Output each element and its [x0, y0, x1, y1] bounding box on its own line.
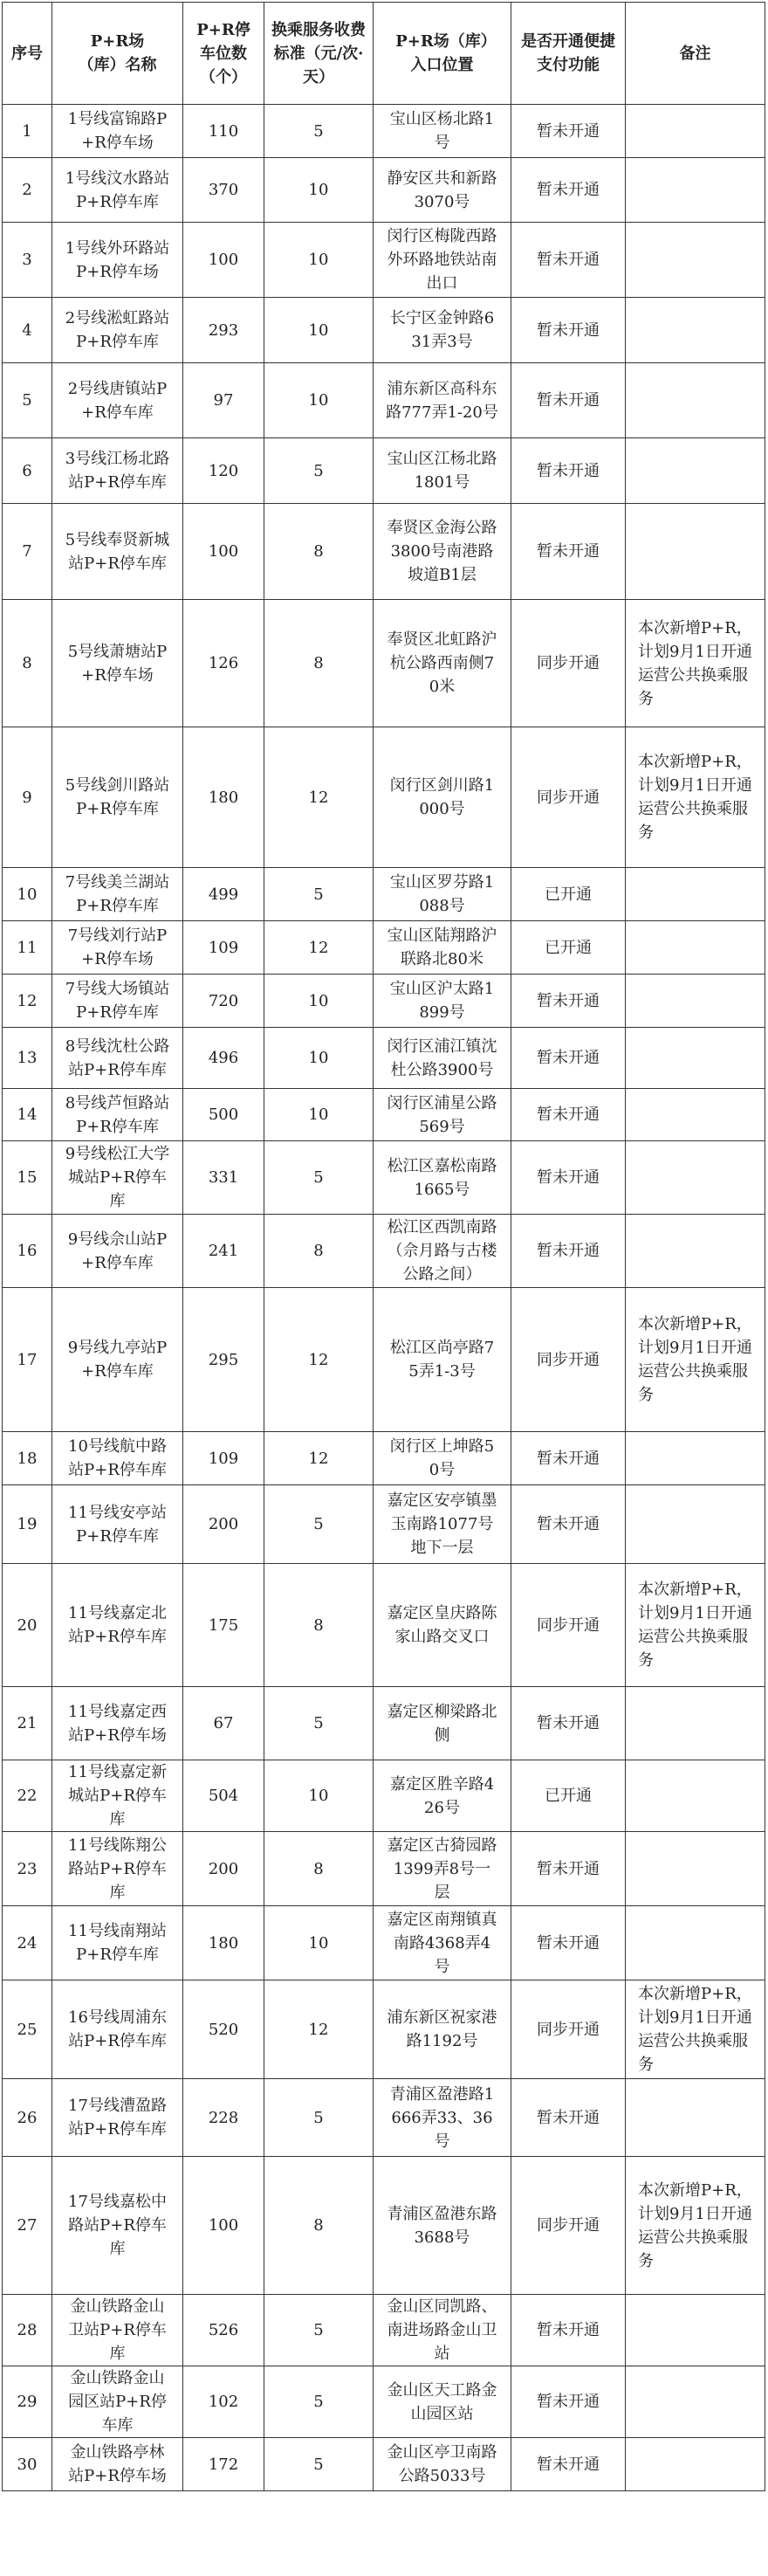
cell-location: 嘉定区皇庆路陈家山路交叉口 [374, 1564, 511, 1687]
cell-payment: 暂未开通 [511, 1687, 626, 1760]
cell-location: 嘉定区柳梁路北侧 [374, 1687, 511, 1760]
cell-location: 嘉定区古猗园路1399弄8号一层 [374, 1832, 511, 1906]
cell-note [626, 975, 765, 1028]
cell-note [626, 1832, 765, 1906]
cell-location: 青浦区盈港东路3688号 [374, 2157, 511, 2295]
cell-no: 10 [3, 868, 52, 921]
cell-payment: 同步开通 [511, 2157, 626, 2295]
cell-payment: 暂未开通 [511, 504, 626, 600]
cell-fee: 5 [264, 2295, 374, 2366]
table-row [3, 2438, 765, 2491]
cell-name: 1号线外环路站P+R停车场 [52, 223, 183, 298]
cell-no: 8 [3, 600, 52, 727]
cell-name: 2号线唐镇站P+R停车库 [52, 363, 183, 438]
table-row [3, 2366, 765, 2438]
cell-no: 24 [3, 1906, 52, 1980]
cell-payment: 暂未开通 [511, 1215, 626, 1288]
cell-name: 17号线嘉松中路站P+R停车库 [52, 2157, 183, 2295]
cell-no: 16 [3, 1215, 52, 1288]
cell-name: 金山铁路金山园区站P+R停车库 [52, 2366, 183, 2438]
cell-spaces: 180 [183, 727, 264, 868]
cell-spaces: 100 [183, 504, 264, 600]
cell-fee: 8 [264, 1564, 374, 1687]
cell-fee: 10 [264, 1760, 374, 1832]
cell-name: 11号线安亭站P+R停车库 [52, 1485, 183, 1564]
cell-no: 2 [3, 158, 52, 223]
cell-note [626, 1760, 765, 1832]
cell-spaces: 180 [183, 1906, 264, 1980]
cell-spaces: 109 [183, 921, 264, 975]
cell-name: 11号线嘉定新城站P+R停车库 [52, 1760, 183, 1832]
table-row [3, 1687, 765, 1760]
cell-payment: 暂未开通 [511, 2438, 626, 2491]
cell-payment: 暂未开通 [511, 2079, 626, 2157]
cell-note [626, 363, 765, 438]
table-row [3, 223, 765, 298]
cell-payment: 同步开通 [511, 600, 626, 727]
cell-name: 16号线周浦东站P+R停车库 [52, 1980, 183, 2079]
cell-payment: 同步开通 [511, 1980, 626, 2079]
table-row [3, 1215, 765, 1288]
cell-name: 5号线剑川路站P+R停车库 [52, 727, 183, 868]
cell-note [626, 158, 765, 223]
cell-location: 宝山区杨北路1号 [374, 105, 511, 158]
cell-no: 14 [3, 1089, 52, 1141]
cell-payment: 暂未开通 [511, 363, 626, 438]
table-row [3, 727, 765, 868]
cell-location: 闵行区上坤路50号 [374, 1432, 511, 1485]
cell-note [626, 105, 765, 158]
cell-payment: 暂未开通 [511, 975, 626, 1028]
cell-note: 本次新增P+R，计划9月1日开通运营公共换乘服务 [626, 1980, 765, 2079]
cell-name: 11号线陈翔公路站P+R停车库 [52, 1832, 183, 1906]
cell-note [626, 1485, 765, 1564]
cell-no: 22 [3, 1760, 52, 1832]
cell-note [626, 223, 765, 298]
cell-name: 8号线芦恒路站P+R停车库 [52, 1089, 183, 1141]
cell-spaces: 126 [183, 600, 264, 727]
cell-payment: 已开通 [511, 1760, 626, 1832]
table-row [3, 438, 765, 504]
table-wrapper [2, 2, 765, 2491]
cell-name: 17号线漕盈路站P+R停车库 [52, 2079, 183, 2157]
table-row [3, 1141, 765, 1215]
cell-no: 3 [3, 223, 52, 298]
table-row [3, 1089, 765, 1141]
header-spaces: P+R停车位数（个） [183, 3, 264, 105]
cell-fee: 5 [264, 868, 374, 921]
cell-name: 9号线九亭站P+R停车库 [52, 1288, 183, 1432]
cell-fee: 10 [264, 363, 374, 438]
cell-spaces: 241 [183, 1215, 264, 1288]
table-row [3, 504, 765, 600]
cell-location: 宝山区沪太路1899号 [374, 975, 511, 1028]
table-row [3, 105, 765, 158]
cell-note: 本次新增P+R，计划9月1日开通运营公共换乘服务 [626, 727, 765, 868]
cell-spaces: 228 [183, 2079, 264, 2157]
cell-note [626, 2438, 765, 2491]
cell-name: 11号线南翔站P+R停车库 [52, 1906, 183, 1980]
cell-no: 27 [3, 2157, 52, 2295]
table-row [3, 1980, 765, 2079]
header-no: 序号 [3, 3, 52, 105]
cell-note [626, 2079, 765, 2157]
cell-location: 嘉定区胜辛路426号 [374, 1760, 511, 1832]
cell-note [626, 868, 765, 921]
cell-payment: 暂未开通 [511, 1089, 626, 1141]
table-header [3, 3, 765, 105]
cell-payment: 暂未开通 [511, 105, 626, 158]
cell-spaces: 175 [183, 1564, 264, 1687]
cell-fee: 5 [264, 2438, 374, 2491]
table-row [3, 600, 765, 727]
cell-payment: 暂未开通 [511, 1141, 626, 1215]
cell-spaces: 370 [183, 158, 264, 223]
cell-payment: 暂未开通 [511, 2366, 626, 2438]
cell-payment: 暂未开通 [511, 298, 626, 363]
cell-spaces: 295 [183, 1288, 264, 1432]
cell-name: 11号线嘉定北站P+R停车库 [52, 1564, 183, 1687]
cell-name: 9号线佘山站P+R停车库 [52, 1215, 183, 1288]
cell-fee: 5 [264, 1687, 374, 1760]
cell-no: 29 [3, 2366, 52, 2438]
table-row [3, 1906, 765, 1980]
cell-no: 30 [3, 2438, 52, 2491]
table-row [3, 1485, 765, 1564]
cell-fee: 8 [264, 1215, 374, 1288]
table-body [3, 105, 765, 2491]
cell-no: 28 [3, 2295, 52, 2366]
table-row [3, 1028, 765, 1089]
cell-fee: 12 [264, 921, 374, 975]
cell-note [626, 298, 765, 363]
cell-fee: 10 [264, 1089, 374, 1141]
cell-payment: 已开通 [511, 868, 626, 921]
cell-payment: 暂未开通 [511, 1832, 626, 1906]
cell-no: 6 [3, 438, 52, 504]
table-row [3, 2157, 765, 2295]
table-row [3, 2079, 765, 2157]
cell-location: 宝山区罗芬路1088号 [374, 868, 511, 921]
cell-fee: 5 [264, 105, 374, 158]
cell-note: 本次新增P+R，计划9月1日开通运营公共换乘服务 [626, 600, 765, 727]
cell-no: 12 [3, 975, 52, 1028]
cell-fee: 12 [264, 1980, 374, 2079]
cell-location: 奉贤区北虹路沪杭公路西南侧70米 [374, 600, 511, 727]
cell-payment: 已开通 [511, 921, 626, 975]
header-fee: 换乘服务收费标准（元/次·天） [264, 3, 374, 105]
cell-location: 金山区天工路金山园区站 [374, 2366, 511, 2438]
cell-spaces: 200 [183, 1832, 264, 1906]
cell-location: 宝山区江杨北路1801号 [374, 438, 511, 504]
cell-no: 13 [3, 1028, 52, 1089]
cell-note [626, 1432, 765, 1485]
cell-name: 9号线松江大学城站P+R停车库 [52, 1141, 183, 1215]
cell-fee: 10 [264, 1028, 374, 1089]
cell-location: 嘉定区安亭镇墨玉南路1077号地下一层 [374, 1485, 511, 1564]
cell-name: 5号线萧塘站P+R停车场 [52, 600, 183, 727]
header-note: 备注 [626, 3, 765, 105]
cell-note [626, 2295, 765, 2366]
cell-note [626, 1141, 765, 1215]
header-payment: 是否开通便捷支付功能 [511, 3, 626, 105]
cell-spaces: 331 [183, 1141, 264, 1215]
cell-spaces: 526 [183, 2295, 264, 2366]
cell-payment: 同步开通 [511, 1288, 626, 1432]
cell-payment: 暂未开通 [511, 1028, 626, 1089]
cell-location: 浦东新区高科东路777弄1-20号 [374, 363, 511, 438]
cell-name: 1号线汶水路站P+R停车库 [52, 158, 183, 223]
cell-name: 5号线奉贤新城站P+R停车库 [52, 504, 183, 600]
cell-location: 松江区嘉松南路1665号 [374, 1141, 511, 1215]
cell-fee: 8 [264, 1832, 374, 1906]
cell-name: 7号线大场镇站P+R停车库 [52, 975, 183, 1028]
cell-location: 松江区西凯南路（佘月路与古楼公路之间） [374, 1215, 511, 1288]
cell-name: 3号线江杨北路站P+R停车库 [52, 438, 183, 504]
cell-fee: 12 [264, 727, 374, 868]
cell-payment: 暂未开通 [511, 1432, 626, 1485]
cell-spaces: 100 [183, 2157, 264, 2295]
cell-location: 闵行区剑川路1000号 [374, 727, 511, 868]
header-location: P+R场（库）入口位置 [374, 3, 511, 105]
cell-payment: 暂未开通 [511, 2295, 626, 2366]
cell-spaces: 496 [183, 1028, 264, 1089]
table-row [3, 158, 765, 223]
cell-name: 金山铁路金山卫站P+R停车库 [52, 2295, 183, 2366]
cell-spaces: 499 [183, 868, 264, 921]
cell-no: 7 [3, 504, 52, 600]
cell-fee: 8 [264, 504, 374, 600]
pr-parking-table [2, 2, 765, 2491]
cell-fee: 12 [264, 1432, 374, 1485]
table-row [3, 1288, 765, 1432]
cell-note: 本次新增P+R，计划9月1日开通运营公共换乘服务 [626, 2157, 765, 2295]
cell-spaces: 102 [183, 2366, 264, 2438]
cell-payment: 暂未开通 [511, 223, 626, 298]
cell-no: 1 [3, 105, 52, 158]
cell-spaces: 109 [183, 1432, 264, 1485]
cell-location: 青浦区盈港路1666弄33、36号 [374, 2079, 511, 2157]
cell-note [626, 921, 765, 975]
cell-payment: 暂未开通 [511, 438, 626, 504]
cell-fee: 10 [264, 223, 374, 298]
cell-name: 10号线航中路站P+R停车库 [52, 1432, 183, 1485]
cell-location: 长宁区金钟路631弄3号 [374, 298, 511, 363]
table-row [3, 868, 765, 921]
cell-spaces: 293 [183, 298, 264, 363]
cell-no: 9 [3, 727, 52, 868]
cell-note [626, 1215, 765, 1288]
cell-spaces: 720 [183, 975, 264, 1028]
table-row [3, 1432, 765, 1485]
header-row [3, 3, 765, 105]
cell-fee: 5 [264, 2079, 374, 2157]
cell-note [626, 438, 765, 504]
cell-fee: 8 [264, 2157, 374, 2295]
cell-spaces: 520 [183, 1980, 264, 2079]
cell-name: 1号线富锦路P+R停车场 [52, 105, 183, 158]
cell-spaces: 200 [183, 1485, 264, 1564]
cell-fee: 10 [264, 158, 374, 223]
table-row [3, 2295, 765, 2366]
cell-location: 闵行区浦江镇沈杜公路3900号 [374, 1028, 511, 1089]
cell-spaces: 110 [183, 105, 264, 158]
cell-location: 嘉定区南翔镇真南路4368弄4号 [374, 1906, 511, 1980]
cell-spaces: 100 [183, 223, 264, 298]
cell-name: 2号线淞虹路站P+R停车库 [52, 298, 183, 363]
header-name: P+R场（库）名称 [52, 3, 183, 105]
cell-location: 闵行区梅陇西路外环路地铁站南出口 [374, 223, 511, 298]
cell-payment: 同步开通 [511, 727, 626, 868]
cell-fee: 10 [264, 298, 374, 363]
cell-fee: 10 [264, 1906, 374, 1980]
cell-spaces: 67 [183, 1687, 264, 1760]
cell-no: 19 [3, 1485, 52, 1564]
table-row [3, 1564, 765, 1687]
cell-fee: 5 [264, 1485, 374, 1564]
cell-payment: 暂未开通 [511, 158, 626, 223]
cell-spaces: 172 [183, 2438, 264, 2491]
cell-payment: 暂未开通 [511, 1906, 626, 1980]
cell-no: 5 [3, 363, 52, 438]
cell-location: 松江区尚亭路75弄1-3号 [374, 1288, 511, 1432]
table-row [3, 363, 765, 438]
cell-name: 7号线美兰湖站P+R停车库 [52, 868, 183, 921]
table-row [3, 975, 765, 1028]
cell-note: 本次新增P+R，计划9月1日开通运营公共换乘服务 [626, 1288, 765, 1432]
cell-location: 静安区共和新路3070号 [374, 158, 511, 223]
cell-no: 4 [3, 298, 52, 363]
cell-note [626, 504, 765, 600]
cell-fee: 12 [264, 1288, 374, 1432]
cell-fee: 5 [264, 438, 374, 504]
cell-payment: 同步开通 [511, 1564, 626, 1687]
table-row [3, 298, 765, 363]
cell-location: 奉贤区金海公路3800号南港路坡道B1层 [374, 504, 511, 600]
table-row [3, 921, 765, 975]
cell-no: 21 [3, 1687, 52, 1760]
cell-location: 金山区亭卫南路公路5033号 [374, 2438, 511, 2491]
cell-fee: 10 [264, 975, 374, 1028]
cell-fee: 8 [264, 600, 374, 727]
cell-location: 宝山区陆翔路沪联路北80米 [374, 921, 511, 975]
cell-no: 15 [3, 1141, 52, 1215]
cell-spaces: 97 [183, 363, 264, 438]
cell-name: 8号线沈杜公路站P+R停车库 [52, 1028, 183, 1089]
cell-spaces: 120 [183, 438, 264, 504]
cell-no: 23 [3, 1832, 52, 1906]
cell-note [626, 1028, 765, 1089]
cell-name: 金山铁路亭林站P+R停车场 [52, 2438, 183, 2491]
cell-no: 18 [3, 1432, 52, 1485]
cell-note [626, 1089, 765, 1141]
cell-spaces: 500 [183, 1089, 264, 1141]
cell-location: 闵行区浦星公路569号 [374, 1089, 511, 1141]
cell-location: 浦东新区祝家港路1192号 [374, 1980, 511, 2079]
cell-no: 17 [3, 1288, 52, 1432]
cell-note [626, 1687, 765, 1760]
cell-fee: 5 [264, 2366, 374, 2438]
cell-no: 25 [3, 1980, 52, 2079]
cell-fee: 5 [264, 1141, 374, 1215]
cell-note [626, 2366, 765, 2438]
cell-name: 7号线刘行站P+R停车场 [52, 921, 183, 975]
cell-location: 金山区同凯路、南进场路金山卫站 [374, 2295, 511, 2366]
table-row [3, 1832, 765, 1906]
cell-payment: 暂未开通 [511, 1485, 626, 1564]
cell-no: 26 [3, 2079, 52, 2157]
cell-spaces: 504 [183, 1760, 264, 1832]
cell-no: 20 [3, 1564, 52, 1687]
cell-name: 11号线嘉定西站P+R停车场 [52, 1687, 183, 1760]
table-row [3, 1760, 765, 1832]
cell-no: 11 [3, 921, 52, 975]
cell-note: 本次新增P+R，计划9月1日开通运营公共换乘服务 [626, 1564, 765, 1687]
cell-note [626, 1906, 765, 1980]
